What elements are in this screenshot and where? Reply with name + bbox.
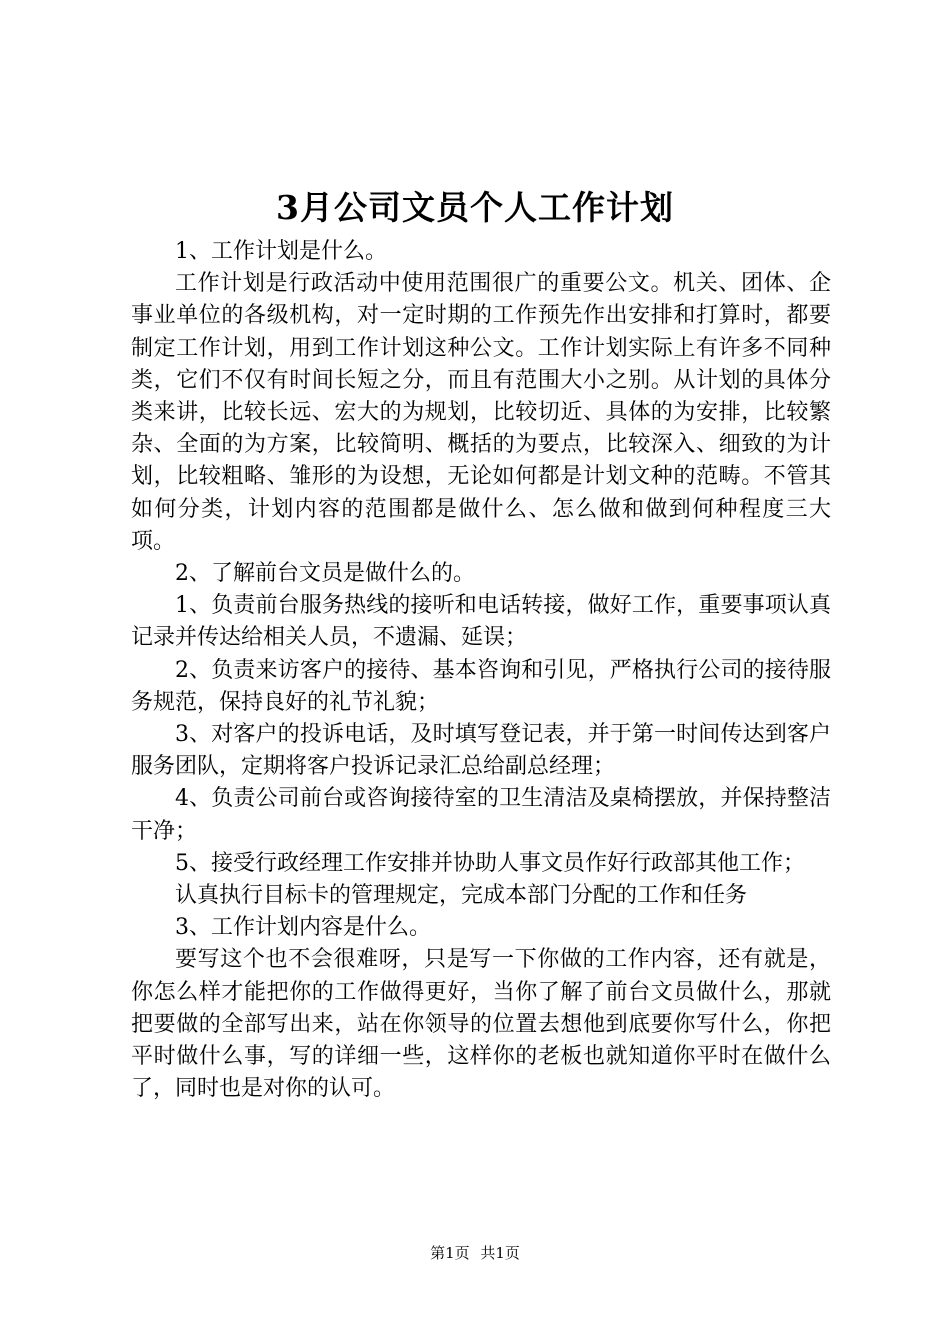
duty-item-3: 3、对客户的投诉电话，及时填写登记表，并于第一时间传达到客户服务团队，定期将客户投诉记录汇总给副总经理； xyxy=(131,722,831,780)
duty-item-2: 2、负责来访客户的接待、基本咨询和引见，严格执行公司的接待服务规范，保持良好的礼节礼貌； xyxy=(131,657,831,715)
document-body xyxy=(131,236,831,1105)
paragraph-plan-content: 要写这个也不会很难呀，只是写一下你做的工作内容，还有就是，你怎么样才能把你的工作做得更好，当你了解了前台文员做什么，那就把要做的全部写出来，站在你领导的位置去想他到底要你写什么，你把平时做什么事，写的详细一些，这样你的老板也就知道你平时在做什么了，同时也是对你的认可。 xyxy=(131,947,831,1102)
document-title: 3月公司文员个人工作计划 xyxy=(276,188,674,227)
heading-what-is-plan: 1、工作计划是什么。 xyxy=(175,239,387,264)
page-total: 共1页 xyxy=(480,1244,520,1262)
heading-front-desk-role: 2、了解前台文员是做什么的。 xyxy=(175,561,475,587)
duty-item-1: 1、负责前台服务热线的接听和电话转接，做好工作，重要事项认真记录并传达给相关人员，不遗漏、延误； xyxy=(131,593,831,651)
page-footer xyxy=(0,1243,950,1263)
paragraph-plan-definition: 工作计划是行政活动中使用范围很广的重要公文。机关、团体、企事业单位的各级机构，对一定时期的工作预先作出安排和打算时，都要制定工作计划，用到工作计划这种公文。工作计划实际上有许多不同种类，它们不仅有时间长短之分，而且有范围大小之别。从计划的具体分类来讲，比较长远、宏大的为规划，比较切近、具体的为安排，比较繁杂、全面的为方案，比较简明、概括的为要点，比较深入、细致的为计划，比较粗略、雏形的为设想，无论如何都是计划文种的范畴。不管其如何分类，计划内容的范围都是做什么、怎么做和做到何种程度三大项。 xyxy=(131,271,831,554)
duty-item-4: 4、负责公司前台或咨询接待室的卫生清洁及桌椅摆放，并保持整洁干净； xyxy=(131,786,831,844)
duty-item-5: 5、接受行政经理工作安排并协助人事文员作好行政部其他工作； xyxy=(175,850,805,876)
heading-plan-content: 3、工作计划内容是什么。 xyxy=(175,915,431,941)
duty-item-target-card: 认真执行目标卡的管理规定，完成本部门分配的工作和任务 xyxy=(175,883,748,909)
page-number: 第1页 xyxy=(430,1244,470,1262)
